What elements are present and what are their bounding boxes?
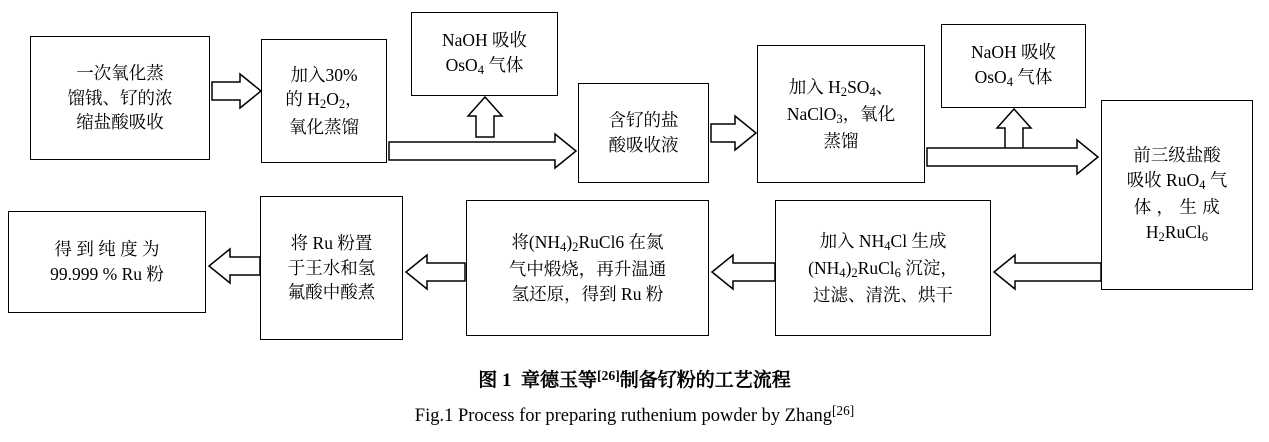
process-node-11-label: 得 到 纯 度 为 99.999 % Ru 粉 [50, 239, 164, 284]
process-node-3-label: NaOH 吸收 OsO$_4$ 气体 [441, 30, 528, 78]
process-node-3 [411, 12, 558, 96]
process-node-10-label: 将 Ru 粉置 于王水和氢 氟酸中酸煮 [287, 232, 376, 303]
process-node-7-label: 前三级盐酸 吸收 RuO$_4$ 气 体 ， 生 成 $H_2RuCl_6$ [1126, 145, 1228, 244]
process-node-8 [775, 200, 991, 336]
figure-caption-cn: 图 1 章德玉等[26]制备钌粉的工艺流程 [478, 367, 791, 391]
process-node-9-label: 将$(NH_4)_2RuCl6$ 在氮 气中煅烧，再升温通 氢还原，得到 Ru 粉 [508, 231, 667, 304]
flow-arrow-1 [212, 73, 262, 109]
flow-arrow-8 [711, 254, 775, 290]
process-node-5-label: 加入 $H_2SO_4$、 NaClO$_3$，氧化 蒸馏 [786, 76, 896, 151]
flow-arrow-7 [993, 254, 1101, 290]
process-node-4 [578, 83, 709, 183]
process-node-8-label: 加入 $NH_4Cl$ 生成 $(NH_4)_2RuCl_6$ 沉淀， 过滤、清洗、烘干 [808, 230, 958, 305]
process-node-7 [1101, 100, 1253, 290]
flow-arrow-2 [389, 133, 577, 169]
process-node-6-label: NaOH 吸收 OsO$_4$ 气体 [970, 42, 1057, 90]
process-node-1-label: 一次氧化蒸 馏锇、钌的浓 缩盐酸吸收 [67, 62, 173, 133]
process-node-4-label: 含钌的盐 酸吸收液 [608, 110, 679, 155]
flow-arrow-4 [711, 115, 757, 151]
flow-arrow-9 [405, 254, 465, 290]
process-node-5 [757, 45, 925, 183]
process-node-6 [941, 24, 1086, 108]
figure-caption-en: Fig.1 Process for preparing ruthenium powder by Zhang[26] [414, 403, 855, 426]
flow-arrow-3 [467, 96, 503, 138]
process-node-2 [261, 39, 387, 163]
process-node-9 [466, 200, 709, 336]
process-node-10 [260, 196, 403, 340]
flow-arrow-10 [208, 248, 260, 284]
process-node-2-label: 加入30% 的 $H_2O_2$， 氧化蒸馏 [285, 64, 363, 137]
process-node-1 [30, 36, 210, 160]
process-node-11 [8, 211, 206, 313]
flow-arrow-6 [927, 139, 1099, 175]
